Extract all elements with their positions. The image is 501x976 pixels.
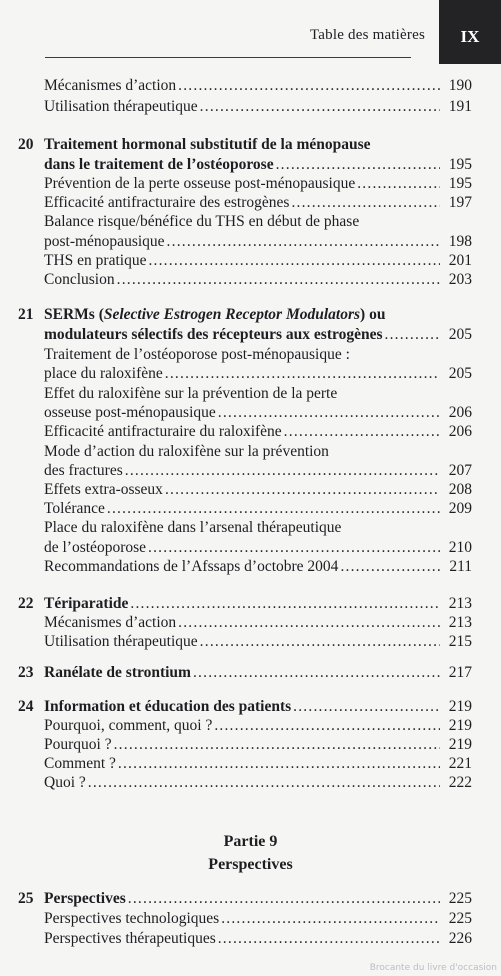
page-ref: 191 (448, 98, 472, 115)
page-ref: 225 (448, 910, 472, 927)
toc-entry (0, 345, 501, 365)
page-ref: 208 (448, 481, 472, 498)
toc-entry-title: Perspectives (44, 890, 126, 907)
toc-entry-title: Ranélate de strontium (44, 664, 191, 681)
leader-dots (291, 193, 440, 213)
toc-entry (0, 461, 501, 481)
leader-dots (284, 422, 440, 442)
toc-chapter-line (0, 663, 501, 683)
toc-chapter-line (0, 305, 501, 325)
leader-dots (178, 613, 440, 633)
toc-entry (0, 480, 501, 500)
leader-dots (200, 632, 440, 652)
toc-entry (0, 754, 501, 774)
chapter-number: 20 (18, 136, 34, 153)
toc-entry-title: osseuse post-ménopausique (44, 404, 216, 421)
toc-entry (0, 716, 501, 736)
leader-dots (88, 773, 440, 793)
page-ref: 197 (448, 194, 472, 211)
toc-entry-title: Effets extra-osseux (44, 481, 163, 498)
toc-entry-title: THS en pratique (44, 252, 147, 269)
page-ref: 209 (448, 500, 472, 517)
page-ref: 203 (448, 271, 472, 288)
leader-dots (276, 155, 440, 175)
page-ref: 207 (448, 462, 472, 479)
page-ref: 217 (448, 664, 472, 681)
leader-dots (357, 174, 440, 194)
leader-dots (125, 461, 440, 481)
toc-entry-title: Information et éducation des patients (44, 698, 292, 715)
toc-entry (0, 384, 501, 404)
toc-entry-title: Utilisation thérapeutique (44, 633, 198, 650)
page-number-box (439, 0, 501, 64)
leader-dots (165, 364, 440, 384)
toc-entry-title: Efficacité antifracturaire des estrogènes (44, 194, 290, 211)
toc-entry-title: Pourquoi, comment, quoi ? (44, 717, 213, 734)
leader-dots (218, 929, 440, 949)
toc-entry (0, 76, 501, 96)
page-ref: 198 (448, 233, 472, 250)
toc-entry-title: Quoi ? (44, 774, 86, 791)
toc-chapter-line (0, 594, 501, 614)
header-rule (45, 57, 411, 58)
toc-entry (0, 174, 501, 194)
toc-entry (0, 325, 501, 345)
toc-entry-title: des fractures (44, 462, 123, 479)
toc-chapter-line (0, 889, 501, 909)
toc-entry-title: Recommandations de l’Afssaps d’octobre 2004 (44, 558, 339, 575)
toc-chapter-line (0, 135, 501, 155)
toc-entry (0, 613, 501, 633)
page-ref: 219 (448, 736, 472, 753)
page-ref: 190 (448, 77, 472, 94)
toc-entry-title: place du raloxifène (44, 365, 163, 382)
chapter-number: 21 (18, 306, 34, 323)
toc-entry (0, 632, 501, 652)
toc-entry (0, 251, 501, 271)
page-ref: 213 (448, 614, 472, 631)
leader-dots (221, 909, 440, 929)
toc-entry-title: Comment ? (44, 755, 116, 772)
page-ref: 195 (448, 156, 472, 173)
page-ref: 221 (448, 755, 472, 772)
toc-entry (0, 557, 501, 577)
toc-entry-title: Balance risque/bénéfice du THS en début de phase (44, 213, 360, 230)
toc-entry-title: Conclusion (44, 271, 115, 288)
leader-dots (200, 97, 440, 117)
page-ref: 225 (448, 890, 472, 907)
watermark: Brocante du livre d'occasion (369, 963, 497, 973)
toc-entry-title: dans le traitement de l’ostéoporose (44, 156, 274, 173)
toc-entry-title: Perspectives technologiques (44, 910, 220, 927)
toc-entry (0, 909, 501, 929)
page-ref: 205 (448, 326, 472, 343)
toc-entry (0, 155, 501, 175)
toc-entry (0, 212, 501, 232)
toc-entry (0, 773, 501, 793)
leader-dots (214, 716, 440, 736)
page-number: IX (460, 27, 480, 46)
toc-entry-title: Prévention de la perte osseuse post-ménopausique (44, 175, 356, 192)
toc-entry-title: Place du raloxifène dans l’arsenal thérapeutique (44, 519, 342, 536)
toc-entry-title: Traitement hormonal substitutif de la ménopause (44, 136, 371, 153)
toc-chapter-line (0, 697, 501, 717)
leader-dots (117, 270, 440, 290)
toc-entry-title: Tériparatide (44, 595, 129, 612)
toc-entry (0, 499, 501, 519)
page-ref: 205 (448, 365, 472, 382)
leader-dots (148, 251, 440, 271)
running-header-title: Table des matières (309, 27, 425, 43)
chapter-number: 22 (18, 595, 34, 612)
chapter-number: 25 (18, 890, 34, 907)
leader-dots (114, 735, 440, 755)
leader-dots (218, 403, 440, 423)
page-ref: 206 (448, 423, 472, 440)
page-ref: 201 (448, 252, 472, 269)
page-ref: 195 (448, 175, 472, 192)
page-ref: 211 (449, 558, 472, 575)
page-ref: 222 (448, 774, 472, 791)
chapter-number: 23 (18, 664, 34, 681)
toc-entry-title: Pourquoi ? (44, 736, 112, 753)
toc-entry-title: Utilisation thérapeutique (44, 98, 198, 115)
page-ref: 213 (448, 595, 472, 612)
toc-entry-title: Efficacité antifracturaire du raloxifène (44, 423, 282, 440)
toc-entry-title: Tolérance (44, 500, 105, 517)
leader-dots (340, 557, 440, 577)
leader-dots (167, 232, 440, 252)
toc-entry-title: Traitement de l’ostéoporose post-ménopausique : (44, 346, 350, 363)
toc-entry-title: Mode d’action du raloxifène sur la prévention (44, 443, 329, 460)
part-label: Partie 9 (223, 833, 278, 850)
toc-entry (0, 929, 501, 949)
toc-entry-title: SERMs (Selective Estrogen Receptor Modulators) ou (44, 306, 386, 323)
leader-dots (130, 594, 440, 614)
leader-dots (118, 754, 440, 774)
leader-dots (385, 325, 441, 345)
leader-dots (148, 538, 440, 558)
page-ref: 206 (448, 404, 472, 421)
leader-dots (293, 697, 440, 717)
toc-entry-title: Mécanismes d’action (44, 614, 177, 631)
leader-dots (128, 889, 440, 909)
page-ref: 210 (448, 539, 472, 556)
toc-entry (0, 97, 501, 117)
toc-entry (0, 518, 501, 538)
page-ref: 226 (448, 930, 472, 947)
toc-entry (0, 422, 501, 442)
toc-entry-title: de l’ostéoporose (44, 539, 147, 556)
chapter-number: 24 (18, 698, 34, 715)
part-title: Perspectives (208, 856, 293, 873)
toc-entry (0, 232, 501, 252)
toc-entry-title: Mécanismes d’action (44, 77, 177, 94)
toc-entry-title: post-ménopausique (44, 233, 165, 250)
leader-dots (178, 76, 440, 96)
toc-entry (0, 538, 501, 558)
toc-entry-title: Perspectives thérapeutiques (44, 930, 216, 947)
leader-dots (107, 499, 440, 519)
toc-entry-title: Effet du raloxifène sur la prévention de la perte (44, 385, 338, 402)
toc-entry (0, 735, 501, 755)
toc-entry (0, 193, 501, 213)
page-ref: 215 (448, 633, 472, 650)
leader-dots (165, 480, 440, 500)
toc-entry-title: modulateurs sélectifs des récepteurs aux estrogènes (44, 326, 383, 343)
page-ref: 219 (448, 717, 472, 734)
toc-entry (0, 442, 501, 462)
leader-dots (193, 663, 440, 683)
toc-entry (0, 403, 501, 423)
page-ref: 219 (448, 698, 472, 715)
toc-entry (0, 270, 501, 290)
toc-entry (0, 364, 501, 384)
